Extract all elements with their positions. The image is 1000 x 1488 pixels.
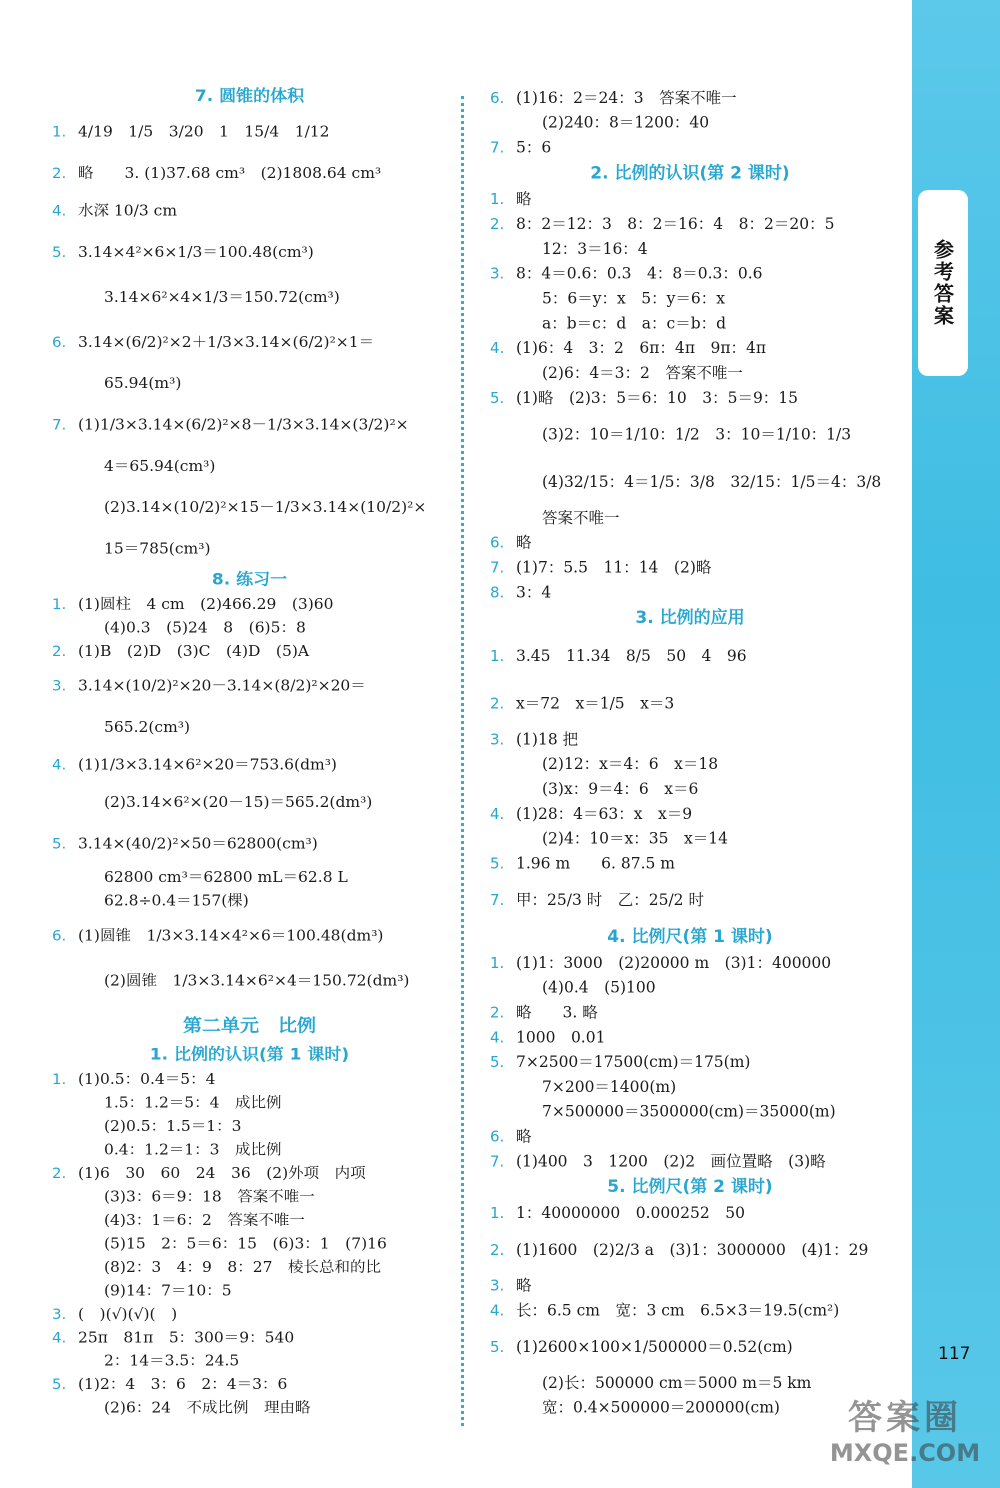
answer-text: 略 bbox=[516, 533, 532, 552]
answer-line bbox=[52, 1279, 447, 1302]
answer-text: 1.96 m 6. 87.5 m bbox=[516, 854, 675, 873]
answer-line bbox=[490, 311, 890, 336]
right-column bbox=[490, 86, 890, 1421]
answer-line bbox=[490, 136, 890, 161]
answer-text: 略 bbox=[516, 1276, 532, 1295]
question-number: 7. bbox=[490, 1152, 505, 1171]
answer-line bbox=[490, 1323, 890, 1371]
answer-text: (4)0.4 (5)100 bbox=[542, 978, 656, 997]
answer-text: 水深 10/3 cm bbox=[78, 202, 178, 220]
question-number: 2. bbox=[52, 642, 67, 660]
answer-text: (9)14：7＝10：5 bbox=[104, 1282, 232, 1300]
answer-text: 4＝65.94(cm³) bbox=[104, 457, 216, 475]
answer-line bbox=[490, 1100, 890, 1125]
question-number: 3. bbox=[490, 1276, 505, 1295]
answer-text: 1：40000000 0.000252 50 bbox=[516, 1204, 745, 1222]
answer-text: 3.14×(10/2)²×20－3.14×(8/2)²×20＝ bbox=[78, 677, 366, 695]
question-number: 6. bbox=[490, 88, 505, 107]
answer-line bbox=[490, 876, 890, 924]
answer-line bbox=[490, 1050, 890, 1075]
answer-line bbox=[490, 212, 890, 237]
question-number: 5. bbox=[52, 835, 67, 853]
answer-line bbox=[52, 1303, 447, 1326]
question-number: 6. bbox=[52, 927, 67, 945]
answer-line bbox=[490, 1274, 890, 1299]
answer-text: 3.14×(40/2)²×50＝62800(cm³) bbox=[78, 835, 318, 853]
answer-line bbox=[490, 680, 890, 728]
answer-text: 略 3. (1)37.68 cm³ (2)1808.64 cm³ bbox=[78, 164, 382, 182]
question-number: 5. bbox=[52, 1376, 67, 1393]
answer-line bbox=[490, 951, 890, 976]
answer-line bbox=[490, 1298, 890, 1323]
answer-line bbox=[52, 1209, 447, 1232]
answer-line bbox=[52, 1115, 447, 1138]
answer-text: 5：6＝y：x 5：y＝6：x bbox=[542, 289, 725, 308]
section-title: 4. 比例尺(第 1 课时) bbox=[607, 927, 773, 947]
answer-text: (1)圆柱 4 cm (2)466.29 (3)60 bbox=[78, 595, 334, 613]
question-number: 1. bbox=[52, 1070, 67, 1088]
question-number: 7. bbox=[52, 416, 67, 434]
answer-line bbox=[52, 958, 447, 1003]
answer-line bbox=[490, 632, 890, 680]
question-number: 1. bbox=[52, 595, 67, 613]
answer-text: 略 bbox=[516, 1127, 532, 1146]
answer-line bbox=[52, 1138, 447, 1161]
question-number: 4. bbox=[490, 339, 505, 358]
answer-line bbox=[52, 821, 447, 866]
answer-text: 2：14＝3.5：24.5 bbox=[104, 1352, 240, 1370]
answer-text: (5)15 2：5＝6：15 (6)3：1 (7)16 bbox=[104, 1235, 387, 1253]
answer-text: (2)240：8＝1200：40 bbox=[542, 113, 710, 132]
answer-text: (2)12：x＝4：6 x＝18 bbox=[542, 755, 719, 774]
answer-text: 3.14×4²×6×1/3＝100.48(cm³) bbox=[78, 243, 314, 261]
answer-text: (1)1：3000 (2)20000 m (3)1：400000 bbox=[516, 953, 832, 972]
answer-text: 8：4＝0.6：0.3 4：8＝0.3：0.6 bbox=[516, 264, 763, 283]
question-number: 4. bbox=[490, 1028, 505, 1047]
answer-line bbox=[490, 581, 890, 606]
question-number: 5. bbox=[52, 243, 67, 261]
answer-line bbox=[52, 1373, 447, 1396]
answer-line bbox=[52, 746, 447, 784]
answer-text: (4)3：1＝6：2 答案不唯一 bbox=[104, 1211, 305, 1229]
answer-line bbox=[52, 154, 447, 192]
answer-line bbox=[52, 866, 447, 889]
answer-text: 3.45 11.34 8/5 50 4 96 bbox=[516, 647, 747, 665]
answer-line bbox=[52, 784, 447, 822]
watermark bbox=[815, 1390, 995, 1482]
answer-line bbox=[490, 1001, 890, 1026]
section-title: 3. 比例的应用 bbox=[635, 608, 745, 629]
answer-line bbox=[52, 530, 447, 568]
answer-text: (2)3.14×(10/2)²×15－1/3×3.14×(10/2)²× bbox=[104, 499, 427, 516]
answer-line bbox=[490, 336, 890, 361]
answer-text: 略 bbox=[516, 190, 532, 209]
answer-text: 长：6.5 cm 宽：3 cm 6.5×3＝19.5(cm²) bbox=[516, 1301, 840, 1320]
sidebar-tab bbox=[918, 190, 968, 376]
question-number: 5. bbox=[490, 1338, 505, 1357]
question-number: 7. bbox=[490, 138, 505, 157]
answer-line bbox=[52, 1256, 447, 1279]
answer-text: (1)18 把 bbox=[516, 730, 579, 749]
answer-text: 3：4 bbox=[516, 583, 552, 602]
question-number: 4. bbox=[52, 202, 67, 220]
answer-line bbox=[490, 287, 890, 312]
question-number: 4. bbox=[52, 1329, 67, 1347]
question-number: 4. bbox=[490, 804, 505, 823]
answer-line bbox=[490, 1201, 890, 1226]
answer-line bbox=[490, 556, 890, 581]
answer-line bbox=[52, 1092, 447, 1115]
answer-line bbox=[490, 976, 890, 1001]
answer-text: (2)6：24 不成比例 理由略 bbox=[104, 1399, 311, 1417]
answer-text: (1)16：2＝24：3 答案不唯一 bbox=[516, 88, 737, 107]
answer-text: 12：3＝16：4 bbox=[542, 239, 648, 258]
answer-text: (2)4：10＝x：35 x＝14 bbox=[542, 829, 728, 848]
answer-line bbox=[490, 752, 890, 777]
answer-line bbox=[52, 1350, 447, 1373]
answer-line bbox=[490, 86, 890, 111]
answer-line bbox=[52, 708, 447, 746]
answer-line bbox=[490, 777, 890, 802]
answer-line bbox=[490, 411, 890, 459]
question-number: 4. bbox=[52, 756, 67, 774]
question-number: 1. bbox=[490, 190, 505, 209]
answer-line bbox=[490, 802, 890, 827]
answer-text: 25π 81π 5：300＝9：540 bbox=[78, 1329, 295, 1347]
answer-line bbox=[52, 402, 447, 447]
question-number: 2. bbox=[52, 1164, 67, 1182]
answer-text: 7×2500＝17500(cm)＝175(m) bbox=[516, 1053, 751, 1072]
question-number: 6. bbox=[490, 1127, 505, 1146]
answer-line bbox=[490, 727, 890, 752]
answer-line bbox=[490, 1075, 890, 1100]
answer-text: 4/19 1/5 3/20 1 15/4 1/12 bbox=[78, 123, 330, 141]
answer-text: 62.8÷0.4＝157(棵) bbox=[104, 892, 249, 910]
answer-line bbox=[52, 192, 447, 230]
answer-line bbox=[52, 593, 447, 616]
answer-line bbox=[52, 1068, 447, 1091]
question-number: 2. bbox=[490, 1003, 505, 1022]
answer-text: 5：6 bbox=[516, 138, 552, 157]
answer-text: (1)略 (2)3：5＝6：10 3：5＝9：15 bbox=[516, 388, 799, 407]
answer-line bbox=[52, 109, 447, 154]
answer-text: 7×200＝1400(m) bbox=[542, 1078, 677, 1096]
question-number: 6. bbox=[490, 533, 505, 552]
answer-text: 0.4：1.2＝1：3 成比例 bbox=[104, 1141, 282, 1159]
answer-text: (4)0.3 (5)24 8 (6)5：8 bbox=[104, 619, 306, 637]
answer-text: (1)2600×100×1/500000＝0.52(cm) bbox=[516, 1338, 793, 1357]
answer-line bbox=[52, 890, 447, 913]
answer-text: (1)圆锥 1/3×3.14×4²×6＝100.48(dm³) bbox=[78, 927, 384, 945]
answer-text: 62800 cm³＝62800 mL＝62.8 L bbox=[104, 869, 348, 886]
answer-line bbox=[490, 1025, 890, 1050]
answer-line bbox=[490, 458, 890, 506]
answer-text: (1)28：4＝63：x x＝9 bbox=[516, 804, 693, 823]
question-number: 1. bbox=[490, 1204, 505, 1222]
question-number: 1. bbox=[490, 647, 505, 665]
answer-text: 甲：25/3 时 乙：25/2 时 bbox=[516, 891, 704, 910]
answer-line bbox=[490, 361, 890, 386]
answer-text: (1)0.5：0.4＝5：4 bbox=[78, 1070, 216, 1088]
answer-line bbox=[52, 1162, 447, 1185]
answer-text: (1)2：4 3：6 2：4＝3：6 bbox=[78, 1376, 288, 1393]
answer-line bbox=[490, 187, 890, 212]
answer-text: 65.94(m³) bbox=[104, 375, 182, 392]
answer-line bbox=[52, 320, 447, 365]
answer-text: (1)B (2)D (3)C (4)D (5)A bbox=[78, 642, 310, 660]
answer-line bbox=[52, 485, 447, 530]
question-number: 1. bbox=[490, 953, 505, 972]
answer-text: (3)x：9＝4：6 x＝6 bbox=[542, 780, 699, 798]
question-number: 5. bbox=[490, 1053, 505, 1072]
answer-text: 3.14×6²×4×1/3＝150.72(cm³) bbox=[104, 288, 340, 306]
answer-text: 答案不唯一 bbox=[542, 509, 620, 527]
answer-text: 8：2＝12：3 8：2＝16：4 8：2＝20：5 bbox=[516, 215, 835, 233]
answer-line bbox=[490, 237, 890, 262]
watermark-top: 答案圈 bbox=[848, 1398, 962, 1438]
answer-text: 略 3. 略 bbox=[516, 1003, 598, 1022]
question-number: 1. bbox=[52, 123, 67, 141]
answer-text: (2)6：4＝3：2 答案不唯一 bbox=[542, 364, 743, 382]
answer-text: (1)7：5.5 11：14 (2)略 bbox=[516, 558, 712, 577]
section-title: 8. 练习一 bbox=[211, 570, 288, 590]
question-number: 3. bbox=[52, 1305, 67, 1323]
answer-line bbox=[52, 230, 447, 275]
answer-text: (3)3：6＝9：18 答案不唯一 bbox=[104, 1188, 315, 1206]
question-number: 5. bbox=[490, 854, 505, 873]
answer-text: 1000 0.01 bbox=[516, 1028, 606, 1047]
answer-line bbox=[52, 1397, 447, 1420]
answer-line bbox=[490, 506, 890, 531]
answer-line bbox=[490, 1150, 890, 1175]
page-number: 117 bbox=[938, 1344, 971, 1364]
question-number: 3. bbox=[52, 677, 67, 695]
answer-line bbox=[52, 1185, 447, 1208]
answer-text: (1)1/3×3.14×6²×20＝753.6(dm³) bbox=[78, 756, 337, 774]
answer-text: (1)400 3 1200 (2)2 画位置略 (3)略 bbox=[516, 1152, 826, 1171]
sidebar-label: 参考答案 bbox=[930, 239, 955, 327]
answer-text: (1)6 30 60 24 36 (2)外项 内项 bbox=[78, 1164, 366, 1182]
watermark-bottom: MXQE.COM bbox=[829, 1439, 981, 1467]
left-column bbox=[52, 84, 447, 1420]
answer-text: (3)2：10＝1/10：1/2 3：10＝1/10：1/3 bbox=[542, 425, 852, 444]
answer-text: 1.5：1.2＝5：4 成比例 bbox=[104, 1094, 282, 1112]
section-title: 2. 比例的认识(第 2 课时) bbox=[590, 163, 790, 184]
answer-text: a：b＝c：d a：c＝b：d bbox=[542, 314, 727, 333]
answer-text: (1)1/3×3.14×(6/2)²×8－1/3×3.14×(3/2)²× bbox=[78, 416, 409, 434]
question-number: 2. bbox=[490, 215, 505, 233]
answer-line bbox=[490, 386, 890, 411]
answer-line bbox=[490, 827, 890, 852]
column-divider bbox=[461, 96, 464, 1426]
answer-line bbox=[490, 262, 890, 287]
answer-text: (2)长：500000 cm＝5000 m＝5 km bbox=[542, 1373, 812, 1392]
question-number: 4. bbox=[490, 1301, 505, 1320]
answer-text: 3.14×(6/2)²×2＋1/3×3.14×(6/2)²×1＝ bbox=[78, 333, 375, 351]
answer-text: (1)1600 (2)2/3 a (3)1：3000000 (4)1：29 bbox=[516, 1240, 869, 1259]
answer-text: (8)2：3 4：9 8：27 棱长总和的比 bbox=[104, 1258, 381, 1276]
question-number: 3. bbox=[490, 264, 505, 283]
answer-line bbox=[52, 913, 447, 958]
answer-text: 565.2(cm³) bbox=[104, 718, 191, 736]
question-number: 6. bbox=[52, 333, 67, 351]
question-number: 5. bbox=[490, 388, 505, 407]
question-number: 7. bbox=[490, 558, 505, 577]
question-number: 2. bbox=[490, 1240, 505, 1259]
answer-text: (2)3.14×6²×(20－15)＝565.2(dm³) bbox=[104, 793, 373, 811]
answer-text: (2)0.5：1.5＝1：3 bbox=[104, 1117, 242, 1135]
answer-text: (1)6：4 3：2 6π：4π 9π：4π bbox=[516, 339, 767, 358]
answer-line bbox=[490, 1125, 890, 1150]
answer-text: 15＝785(cm³) bbox=[104, 540, 211, 558]
answer-text: (4)32/15：4＝1/5：3/8 32/15：1/5＝4：3/8 bbox=[542, 473, 882, 492]
answer-line bbox=[52, 663, 447, 708]
answer-line bbox=[52, 1232, 447, 1255]
section-title: 1. 比例的认识(第 1 课时) bbox=[149, 1045, 350, 1065]
answer-text: 7×500000＝3500000(cm)＝35000(m) bbox=[542, 1102, 836, 1121]
answer-line bbox=[52, 275, 447, 320]
answer-line bbox=[52, 447, 447, 485]
section-title: 5. 比例尺(第 2 课时) bbox=[607, 1177, 773, 1198]
answer-text: ( )(√)(√)( ) bbox=[78, 1305, 178, 1323]
question-number: 2. bbox=[490, 694, 505, 713]
answer-line bbox=[52, 640, 447, 663]
answer-line bbox=[52, 365, 447, 403]
answer-line bbox=[52, 616, 447, 639]
question-number: 2. bbox=[52, 164, 67, 182]
answer-line bbox=[490, 1226, 890, 1274]
answer-line bbox=[490, 111, 890, 136]
section-title: 7. 圆锥的体积 bbox=[194, 86, 305, 106]
answer-line bbox=[490, 852, 890, 877]
answer-text: (2)圆锥 1/3×3.14×6²×4＝150.72(dm³) bbox=[104, 972, 410, 990]
question-number: 7. bbox=[490, 891, 505, 910]
answer-text: x＝72 x＝1/5 x＝3 bbox=[516, 694, 675, 713]
unit-title: 第二单元 比例 bbox=[182, 1015, 316, 1037]
question-number: 8. bbox=[490, 583, 505, 602]
answer-line bbox=[490, 531, 890, 556]
question-number: 3. bbox=[490, 730, 505, 749]
answer-line bbox=[52, 1326, 447, 1349]
answer-text: 宽：0.4×500000＝200000(cm) bbox=[542, 1398, 780, 1417]
